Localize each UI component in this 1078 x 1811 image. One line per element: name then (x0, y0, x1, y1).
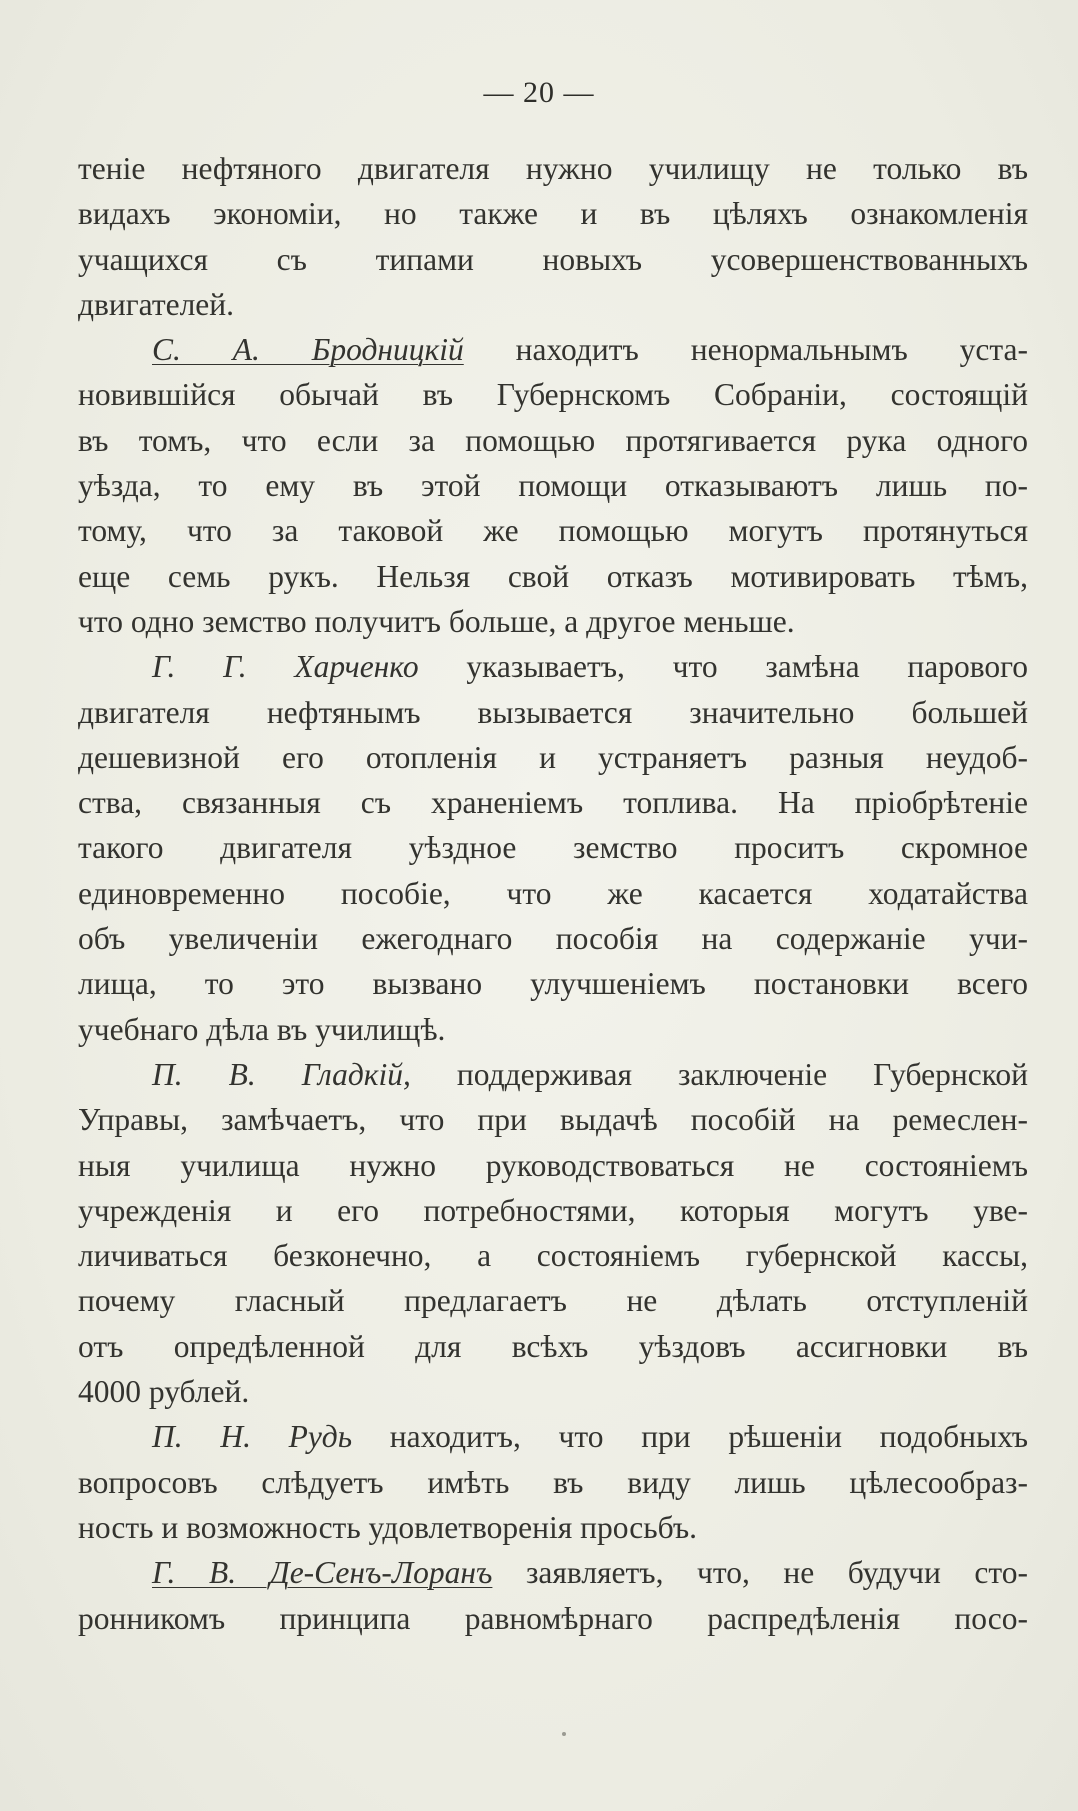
line-text: Управы, замѣчаетъ, что при выдачѣ пособій на ремеслен- (78, 1102, 1028, 1138)
text-line (78, 1414, 1028, 1459)
text-line (78, 1460, 1028, 1505)
text-line (78, 1278, 1028, 1323)
text-line (78, 327, 1028, 372)
text-line (78, 1324, 1028, 1369)
text-line (78, 644, 1028, 689)
line-text: учащихся съ типами новыхъ усовершенствованныхъ (78, 241, 1028, 277)
line-text: указываетъ, что замѣна парового (418, 649, 1028, 685)
text-line (78, 418, 1028, 463)
text-line (78, 372, 1028, 417)
text-line (78, 1188, 1028, 1233)
line-text: ныя училища нужно руководствоваться не состояніемъ (78, 1147, 1028, 1183)
text-line (78, 1505, 1028, 1550)
text-line (78, 191, 1028, 236)
text-line (78, 961, 1028, 1006)
text-line (78, 1596, 1028, 1641)
paper-speck (562, 1732, 566, 1736)
text-line (78, 508, 1028, 553)
line-text: лища, то это вызвано улучшеніемъ постановки всего (78, 966, 1028, 1002)
line-text: теніе нефтяного двигателя нужно училищу не только въ (78, 151, 1028, 186)
line-text: вопросовъ слѣдуетъ имѣть въ виду лишь цѣлесообраз- (78, 1464, 1028, 1500)
speaker-name: П. В. Гладкій, (152, 1056, 411, 1092)
text-line (78, 1052, 1028, 1097)
line-text: двигателя нефтянымъ вызывается значительно большей (78, 694, 1028, 730)
line-text: единовременно пособіе, что же касается ходатайства (78, 875, 1028, 911)
line-text: отъ опредѣленной для всѣхъ уѣздовъ ассигновки въ (78, 1328, 1028, 1364)
text-line (78, 146, 1028, 191)
line-text: ства, связанныя съ храненіемъ топлива. На пріобрѣтеніе (78, 785, 1028, 821)
text-line (78, 690, 1028, 735)
text-line (78, 599, 1028, 644)
line-text: ронникомъ принципа равномѣрнаго распредѣленія посо- (78, 1600, 1028, 1636)
line-text: находитъ ненормальнымъ уста- (463, 332, 1029, 368)
text-line (78, 1143, 1028, 1188)
text-line (78, 825, 1028, 870)
text-line (78, 916, 1028, 961)
line-text: тому, что за таковой же помощью могутъ протянуться (78, 513, 1028, 549)
line-text: такого двигателя уѣздное земство проситъ скромное (78, 830, 1028, 866)
speaker-name: Г. Г. Харченко (152, 649, 419, 685)
speaker-name: П. Н. Рудь (152, 1419, 353, 1455)
line-text: дешевизной его отопленія и устраняетъ разныя неудоб- (78, 739, 1028, 775)
text-line (78, 780, 1028, 825)
line-text: что одно земство получитъ больше, а другое меньше. (78, 603, 795, 639)
page-number: — 20 — (483, 76, 595, 109)
line-text: уѣзда, то ему въ этой помощи отказываютъ лишь по- (78, 468, 1028, 504)
text-line (78, 1550, 1028, 1595)
line-text: 4000 рублей. (78, 1374, 250, 1410)
line-text: двигателей. (78, 286, 235, 322)
speaker-name: С. А. Бродницкій (152, 332, 464, 368)
text-line (78, 463, 1028, 508)
line-text: заявляетъ, что, не будучи сто- (492, 1555, 1028, 1591)
line-text: въ томъ, что если за помощью протягивается рука одного (78, 422, 1028, 458)
line-text: еще семь рукъ. Нельзя свой отказъ мотивировать тѣмъ, (78, 558, 1028, 594)
line-text: поддерживая заключеніе Губернской (410, 1056, 1028, 1092)
text-line (78, 1369, 1028, 1414)
line-text: видахъ экономіи, но также и въ цѣляхъ ознакомленія (78, 196, 1028, 232)
line-text: почему гласный предлагаетъ не дѣлать отступленій (78, 1283, 1028, 1319)
line-text: личиваться безконечно, а состояніемъ губернской кассы, (78, 1238, 1028, 1274)
text-line (78, 1007, 1028, 1052)
line-text: учебнаго дѣла въ училищѣ. (78, 1011, 446, 1047)
line-text: объ увеличеніи ежегоднаго пособія на содержаніе учи- (78, 921, 1028, 957)
text-line (78, 237, 1028, 282)
line-text: учрежденія и его потребностями, которыя могутъ уве- (78, 1192, 1028, 1228)
body-text (78, 146, 1028, 1641)
text-line (78, 871, 1028, 916)
text-line (78, 554, 1028, 599)
line-text: новившійся обычай въ Губернскомъ Собраніи, состоящій (78, 377, 1028, 413)
text-line (78, 1097, 1028, 1142)
text-line (78, 282, 1028, 327)
line-text: находитъ, что при рѣшеніи подобныхъ (352, 1419, 1029, 1455)
speaker-name: Г. В. Де-Сенъ-Лоранъ (152, 1555, 493, 1591)
line-text: ность и возможность удовлетворенія просьбъ. (78, 1509, 698, 1545)
text-line (78, 735, 1028, 780)
text-line (78, 1233, 1028, 1278)
